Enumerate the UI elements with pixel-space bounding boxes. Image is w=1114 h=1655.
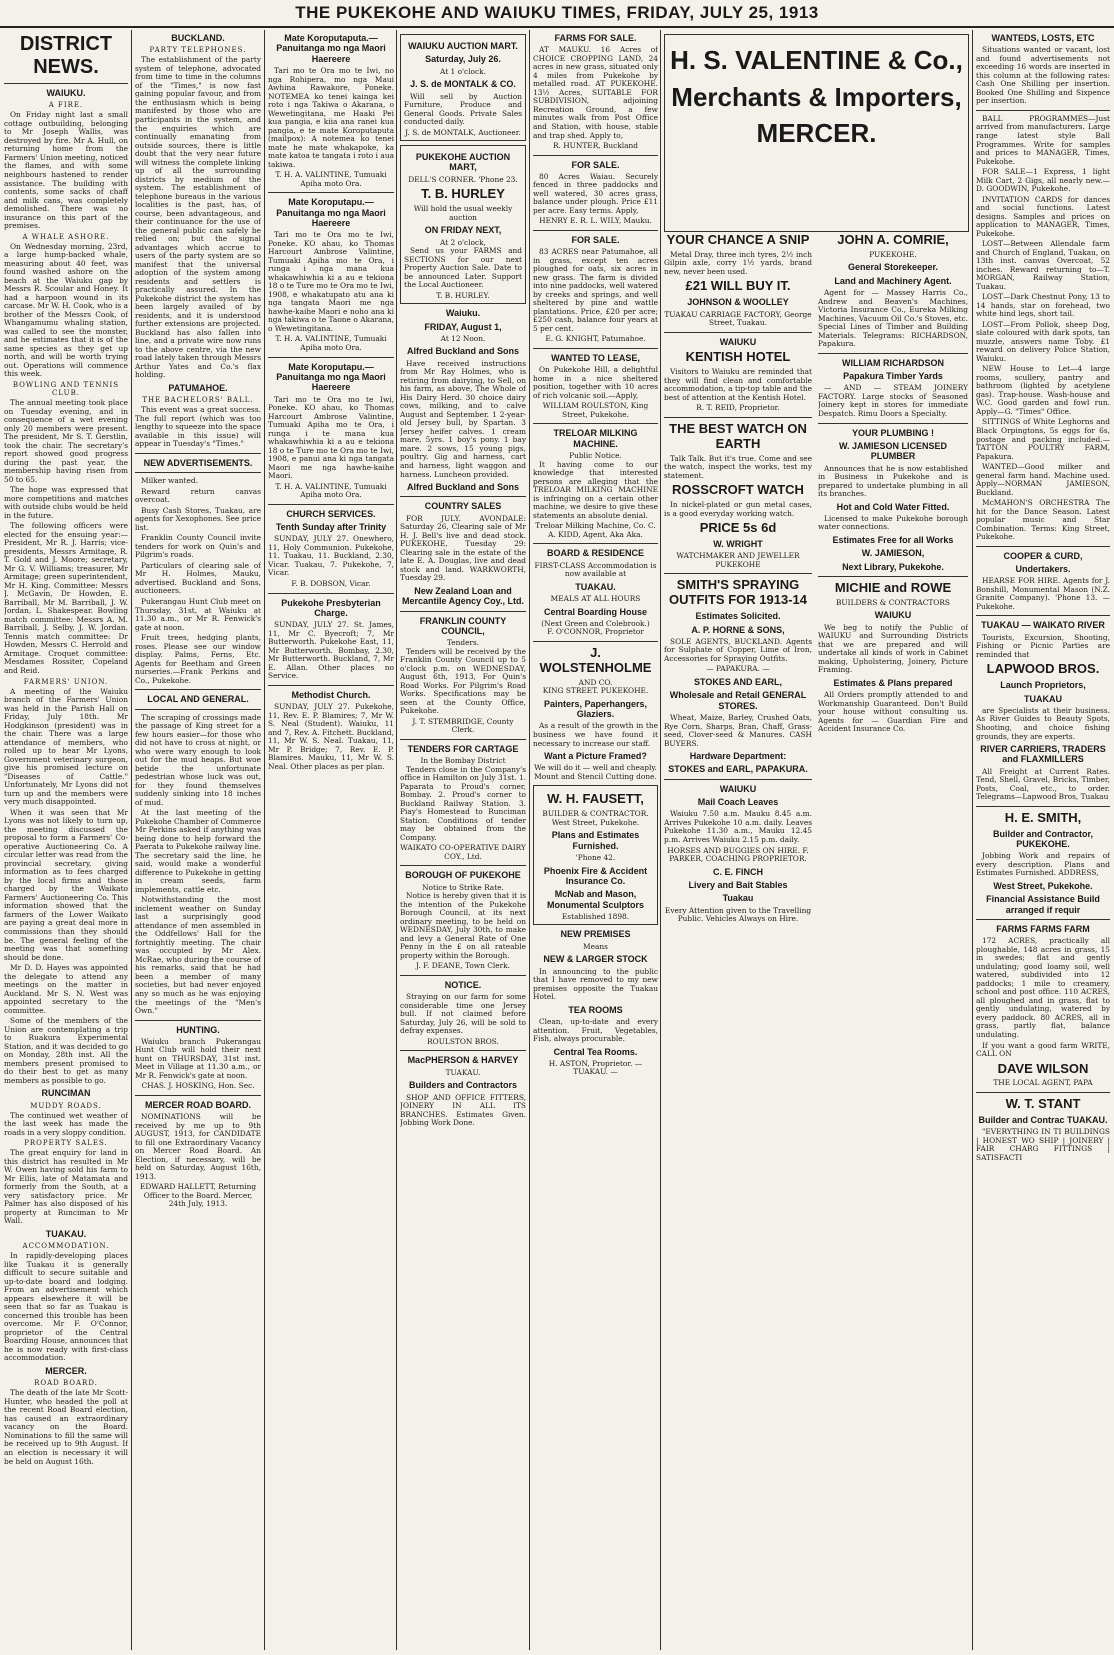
column-district-news <box>4 30 128 1650</box>
paragraph: Metal Dray, three inch tyres, 2½ inch Gilpin axle, corry 1½ yards, brand new, never been used. <box>664 249 812 276</box>
paragraph: 172 ACRES, practically all ploughable, 148 acres in grass, 15 in swedes; flat and gently undulating; good loamy soil, well watered, subdivided into 12 paddocks; 1 mile to creamery, school and post office. 110 ACRES, all ploughed and in grass, flat to gently undulating, watered by every paddock. 80 ACRES, all in grass, partly flat, balance undulating. <box>976 936 1110 1039</box>
signature: HORSES AND BUGGIES ON HIRE. F. PARKER, COACHING PROPRIETOR. <box>667 845 809 864</box>
subheading: HUNTING. <box>176 1024 220 1035</box>
paragraph: Waiuku branch Pukerangau Hunt Club will hold their next hunt on THURSDAY, 31st inst. Meet in Village at 11.30 a.m., or Mr R. Fenwick's gate at noon. <box>135 1036 261 1080</box>
ad-title: H. E. SMITH, <box>1004 809 1082 825</box>
ad-title: WILLIAM RICHARDSON <box>842 357 944 368</box>
masthead <box>0 0 1114 28</box>
ad-title: NEW & LARGER STOCK <box>543 954 648 965</box>
paragraph: Waiuku 7.50 a.m. Mauku 8.45 a.m. Arrives Pukekohe 10 a.m. daily. Leaves Pukekohe 11.30 a.m., Mauku 12.45 p.m. Arrives Waiuku 2.15 p.m. daily. <box>664 809 812 844</box>
ad-title: DAVE WILSON <box>997 1060 1089 1076</box>
ad-pukekohe-auction <box>400 145 526 304</box>
classified-ad: LOST—Dark Chestnut Pony, 13 to 14 hands, star on forehead, two white hind legs, short tail. <box>976 292 1110 319</box>
ad-time: At 12 Noon. <box>440 333 486 343</box>
paragraph: AT MAUKU. 16 Acres of CHOICE CROPPING LAND, 24 acres in new grass, situated only 4 miles from Pukekohe by metalled road. AT PUKEKOHE. 13½ Acres, SUITABLE FOR SUBDIVISION, adjoining Recreation Ground, a few minutes walk from Post Office and Station, with house, stable and trap shed. Apply to, <box>533 45 658 140</box>
ad-subtitle: RIVER CARRIERS, TRADERS and FLAXMILLERS <box>980 744 1106 765</box>
subheading: LOCAL AND GENERAL. <box>147 694 249 705</box>
notice-title: Mate Koroputaputa.—Panuitanga mo nga Maori Haereere <box>276 33 386 64</box>
ad-subtitle: AND CO. <box>578 677 613 687</box>
ad-subtitle: JOHNSON & WOOLLEY <box>687 297 789 308</box>
paragraph: The hope was expressed that more competitions and matches with outside clubs would be held in the future. <box>4 485 128 520</box>
ad-date: Saturday, July 26. <box>425 54 501 65</box>
ad-line: Particulars of clearing sale of Mr H. Holmes, Mauku, advertised. Buckland and Sons, auctioneers. <box>135 560 261 596</box>
column-rule <box>396 30 397 1650</box>
subheading: Methodist Church. <box>291 689 371 700</box>
column-auctions <box>400 30 526 1650</box>
notice-title: Mate Koroputapu.—Panuitanga mo nga Maori Haereere <box>276 361 386 393</box>
ad-subtitle: Estimates Solicited. <box>695 611 781 622</box>
ad-title: FOR SALE. <box>571 234 620 245</box>
paragraph: are Specialists at their business. As River Guides to Beauty Spots, Shooting, and choice fishing grounds, they are experts. <box>976 705 1110 741</box>
signature: E. G. KNIGHT, Patumahoe. <box>545 334 646 344</box>
paragraph: The following officers were elected for the ensuing year:—President, Mr R. J. Harris; vice-presidents, Messrs Armitage, R. T. Gold and J. Moore; secretary, Mr G. V. Williams; treasurer, Mr Armitage; green superintendent, Mr H. King. Committee: Messrs J. McGavin, Dr Howden, E. Barriball, Mr M. Barriball, J. W. Jordan, L. Shakespear. Bowling match committee: Messrs A. M. Barriball, J. Selby, J. W. Jordan. Tennis match committee: Dr Howden, Messrs C. Herrold and Armitage. Croquet committee: Mesdames Rossiter, Copeland and Reid. <box>4 521 128 675</box>
subheading: RUNCIMAN <box>41 1088 91 1099</box>
paragraph: On Wednesday morning, 23rd, a large hump-backed whale, measuring about 40 feet, was found washed ashore on the beach at the Waiuku gap by Messrs R. Scoular and Honey. It had a harpoon wound in its carcase. Mr W. H. Cook, who is a brother of the Messrs Cook, of Whangamumu whaling station, was called to see the monster, and he estimates that it is of the same species as they get up north, and will be worth trying out. Operations will commence this week. <box>4 241 128 379</box>
ad-title: FRANKLIN COUNTY COUNCIL, <box>419 615 507 636</box>
ad-text: WATCHMAKER AND JEWELLER PUKEKOHE <box>676 551 800 569</box>
paragraph: 83 ACRES near Patumahoe, all in grass, except ten acres ploughed for oats, six acres in new grass. The farm is divided into nine paddocks, well watered by creeks and springs, and well sheltered by pine and wattle plantations. Price, £20 per acre; £250 cash, balance four years at 5 per cent. <box>533 247 658 333</box>
ad-title: YOUR PLUMBING ! <box>852 427 934 438</box>
paragraph: Tenders will be received by the Franklin County Council up to 5 o'clock p.m. on WEDNESDAY, August 6th, 1913, For Quin's Road Works. For Pilgrim's Road Works. Specifications may be seen at the County Office, Pukekohe. <box>400 646 526 716</box>
ad-subtitle: Financial Assistance Build arranged if requir <box>986 894 1100 915</box>
caption: MUDDY ROADS. <box>30 1101 102 1110</box>
ad-title: LAPWOOD BROS. <box>986 661 1100 677</box>
ad-title: W. T. STANT <box>1005 1096 1081 1111</box>
column-rule <box>972 30 973 1650</box>
ad-subtitle: TUAKAU <box>1024 693 1062 704</box>
ad-subtitle: Hardware Department: <box>689 751 787 762</box>
paragraph: — AND — STEAM JOINERY FACTORY. Large stocks of Seasoned Joinery kept in stores for immediate Despatch. Rimu Doors a Specialty. <box>818 383 968 418</box>
signature: Treloar Milking Machine, Co. C. A. KIDD, Agent, Aka Aka. <box>535 521 656 539</box>
section-heading: WANTEDS, LOSTS, ETC <box>991 33 1095 43</box>
ad-subtitle: Central Boarding House <box>543 606 647 617</box>
ad-title: WAIUKU AUCTION MART. <box>408 41 518 51</box>
ad-subtitle: Mail Coach Leaves <box>697 797 779 808</box>
caption: ACCOMMODATION. <box>22 1242 110 1251</box>
paragraph: Have received instructions from Mr Ray Holmes, who is retiring from dairying, to Sell, on his farm, as above, The Whole of His Dairy Herd. 30 choice dairy cows, milking, and to calve August and September. 1 2-year-old Jersey bull, by Spartan. 3 Jersey heifer calves. 1 cream mare, 5yrs. 1 boy's pony. 1 bay mare. 2 sows, 15 young pigs, poultry. Gig and harness, cart and harness, light waggon and harness. Luncheon provided. <box>400 358 526 479</box>
ad-subtitle: Builder and Contrac TUAKAU. <box>978 1114 1108 1125</box>
ad-title: NOTICE. <box>444 979 482 990</box>
ad-title: SMITH'S SPRAYING OUTFITS FOR 1913-14 <box>669 577 807 608</box>
ad-text: BUILDER & CONTRACTOR. West Street, Pukekohe. <box>542 809 649 827</box>
classified-ad: SITTINGS of White Leghorns and Black Orpingtons, 5s eggs for 6s, postage and packing included.—TATTON POULTRY FARM, Papakura. <box>976 417 1110 461</box>
signature: F. B. DOBSON, Vicar. <box>291 578 371 588</box>
subheading: TUAKAU. <box>45 1228 87 1239</box>
ad-address: DELL'S CORNER. 'Phone 23. <box>408 174 518 184</box>
paragraph: The continued wet weather of the last week has made the roads in a very sloppy condition. <box>4 1110 128 1137</box>
paragraph: As a result of the growth in the business we have found it necessary to increase our staff. <box>533 721 658 748</box>
ad-title: TUAKAU — WAIKATO RIVER <box>981 620 1105 631</box>
ad-title: PUKEKOHE AUCTION MART, <box>415 152 511 173</box>
ad-line: Milker wanted. <box>141 476 198 486</box>
ad-text: PUKEKOHE. <box>869 249 917 259</box>
ad-name: Alfred Buckland and Sons <box>406 346 520 357</box>
ad-title: J. WOLSTENHOLME <box>539 644 652 675</box>
ad-subtitle: Undertakers. <box>1015 564 1071 575</box>
ad-subtitle: Tuakau <box>722 893 754 904</box>
paragraph: Agent for — Massey Harris Co., Andrew and Beaven's Machines, Victoria Insurance Co., Eureka Milking Machines, Vacuum Oil Co.'s Stoves, etc. Special Lines of Timber and Building Materials. Telegrams: RICHARDSON, Papakura. <box>818 288 968 349</box>
ad-title: W. JAMIESON, <box>861 548 925 559</box>
paragraph: The death of the late Mr Scott-Hunter, who headed the poll at the recent Road Board election, has caused an extraordinary vacancy on the Board. Nominations to fill the same will be received up to 9th August. If an election is necessary it will be held on August 16th. <box>4 1388 128 1466</box>
ad-subtitle: Papakura Timber Yards <box>843 371 943 382</box>
caption: ROAD BOARD. <box>34 1379 98 1388</box>
paragraph: When it was seen that Mr Lyons was not likely to turn up, the meeting discussed the proposal to form a Farmers' Co-operative Auctioneering Co. A circular letter was read from the provincial secretary, giving information as to fees charged by the local firms and those charged by the Waikato Farmers' Auctioneering Co. This information showed that the farmers of the Lower Waikato are paying a great deal more in commissions than they should be. The general feeling of the meeting was that something should be done. <box>4 807 128 962</box>
ad-subtitle: Estimates Free for all Works <box>832 534 954 545</box>
ad-subtitle: TEA ROOMS <box>568 1004 623 1015</box>
ad-valentine <box>664 34 969 232</box>
ad-subtitle: STOKES and EARL, PAPAKURA. <box>668 764 808 775</box>
ad-subtitle: Phoenix Fire & Accident Insurance Co. <box>543 865 648 886</box>
paragraph: SHOP AND OFFICE FITTERS, JOINERY IN ALL ITS BRANCHES. Estimates Given. Jobbing Work Done. <box>400 1092 526 1128</box>
ad-line: Busy Cash Stores, Tuakau, are agents for Xexophones. See price list. <box>135 505 261 532</box>
ad-title: COOPER & CURD, <box>1003 550 1083 561</box>
signature: T. H. A. VALINTINE, Tumuaki Apiha moto Ora. <box>275 334 387 352</box>
paragraph: "EVERYTHING IN TI BUILDINGS | HONEST WO SHIP | JOINERY | FAIR CHARG FITTINGS | SATISFACTI <box>976 1127 1110 1162</box>
caption: A WHALE ASHORE. <box>22 232 110 241</box>
ad-text: (Next Green and Colebrook.) <box>541 618 650 628</box>
subheading: MERCER. <box>45 1365 87 1376</box>
ad-subtitle: Plans and Estimates Furnished. <box>551 830 640 851</box>
signature: J. T. STEMBRIDGE, County Clerk. <box>412 716 514 735</box>
paragraph: Notwithstanding the most inclement weather on Sunday last a surprisingly good attendance of men assembled in the Oddfellows' Hall for the fortnightly meeting. The chair was occupied by Mr Alex. McRae, who during the course of his remarks, said that he had been a member of many societies, but had never enjoyed any so much as he was enjoying the meetings of the "Men's Own." <box>135 895 261 1016</box>
signature: T. B. HURLEY. <box>436 290 490 300</box>
paragraph: 80 Acres Waiau. Securely fenced in three paddocks and well watered, 30 acres grass, balance under plough. Price £11 per acre. Easy terms. Apply, <box>533 171 658 215</box>
ad-subtitle: McNab and Mason, Monumental Sculptors <box>546 889 644 910</box>
ad-title: FARMS FARMS FARM <box>996 923 1090 934</box>
ad-subtitle: TUAKAU. <box>445 1067 481 1077</box>
paragraph: In rapidly-developing places like Tuakau it is generally difficult to secure suitable and up-to-date board and lodging. From an advertisement which appears elsewhere it will be seen that so far as Tuakau is concerned this trouble has been overcome. Mr F. O'Connor, proprietor of the Central Boarding House, announces that he is now ready with first-class accommodation. <box>4 1251 128 1363</box>
ad-title: Merchants & Importers, <box>671 81 962 112</box>
caption: PARTY TELEPHONES. <box>149 46 247 55</box>
newspaper-title: THE PUKEKOHE AND WAIUKU TIMES, FRIDAY, JULY 25, 1913 <box>295 3 819 22</box>
paragraph: Situations wanted or vacant, lost and found advertisements not exceeding 16 words are inserted in this column at the following rates: Cash One Shilling per insertion. Booked One Shilling and Sixpence per insertion. <box>976 45 1110 106</box>
ad-name: T. B. HURLEY <box>421 186 505 202</box>
ad-subtitle: Notice to Strike Rate. <box>422 882 504 892</box>
column-wanteds <box>976 30 1110 1650</box>
ad-line: Franklin County Council invite tenders for work on Quin's and Pilgrim's roads. <box>135 533 261 560</box>
signature: F. O'CONNOR, Proprietor <box>547 627 644 637</box>
ad-subtitle: Wholesale and Retail GENERAL STORES. <box>669 690 807 711</box>
paragraph: Tari mo te Ora mo te Iwi, no nga Rohipera, mo nga Maui Awhina Rawakore, Poneke. NOTEMEA ko tenei kainga kei roto i nga Takiwa o Akarana, o Wewetingitana, me Haaki Pei kua pangia, e kiia ana ranei kua pangia, e te mate Koroputaputa (mailpox): A notemea ko tenei mate he mate whakapoke, ka mate katoa te tangata i roto i aua takiwa. <box>268 66 394 169</box>
ad-title: W. H. FAUSETT, <box>547 791 644 807</box>
ad-title: MICHIE and ROWE <box>834 580 952 595</box>
ad-line: Pukerangau Hunt Club meet on Thursday, 31st, at Waiuku at 11.30 a.m., or Mr R. Fenwick's gate at noon. <box>135 597 261 632</box>
ad-title: C. E. FINCH <box>712 866 763 877</box>
ad-title: TENDERS FOR CARTAGE <box>407 743 519 754</box>
ad-subtitle: Hot and Cold Water Fitted. <box>836 501 950 512</box>
ad-subtitle: Builder and Contractor, PUKEKOHE. <box>992 828 1093 850</box>
ad-time: At 1 o'clock. <box>440 66 486 76</box>
paragraph: On Pukekohe Hill, a delightful home in a nice sheltered position, together with 10 acres of rich volcanic soil.—Apply, <box>533 365 658 400</box>
ad-subtitle: W. WRIGHT <box>713 538 763 549</box>
paragraph: Will sell by Auction Furniture, Produce and General Goods. Private Sales conducted daily. <box>404 91 522 127</box>
ad-text: We will do it — well and cheaply. Mount and Stencil Cutting done. <box>534 763 657 781</box>
column-maori-notices <box>268 30 394 1650</box>
ad-subtitle: A. P. HORNE & SONS, <box>691 624 785 635</box>
signature: HENRY E. R. L. WILY, Mauku. <box>539 216 652 226</box>
paragraph: Announces that he is now established in Business in Pukekohe and is prepared to undertake plumbing in all its branches. <box>818 463 968 499</box>
paragraph: Tari mo te Ora mo te Iwi, Poneke. KO ahau, ko Thomas Harcourt Ambrose Valintine, Tumuaki Apiha mo te Ora, i runga i te mana kua whakawhiwhia ki a au e tekiona 18 o te Ture mo te Ora mo te Iwi, 1908, e panui ana ki nga tangata Maori me nga hawhe-kaihe Maori. <box>268 394 394 481</box>
caption: PROPERTY SALES. <box>24 1139 108 1148</box>
ad-date: FRIDAY, August 1, <box>424 321 502 332</box>
ad-subtitle: Next Library, Pukekohe. <box>842 561 944 572</box>
column-rule <box>660 30 661 1650</box>
caption: BOWLING AND TENNIS CLUB. <box>12 380 120 397</box>
merchants-subcolumn-right <box>818 230 968 1650</box>
ad-subtitle: Land and Machinery Agent. <box>834 275 952 286</box>
paragraph: This event was a great success. The full report (which was too lengthy to squeeze into the space available in this issue) will appear in Tuesday's "Times." <box>135 405 261 449</box>
paragraph: All Orders promptly attended to and Workmanship Guaranteed. Don't Build your house without consulting us. Agents for — Guardian Fire and Accident Insurance Co. <box>818 690 968 734</box>
notice-title: Mate Koroputapu.—Panuitanga mo nga Maori Haereere <box>276 197 386 228</box>
paragraph: SOLE AGENTS, BUCKLAND. Agents for Sulphate of Copper, Lime of Iron, Accessories for Spraying Outfits. <box>664 636 812 663</box>
column-buckland <box>135 30 261 1650</box>
ad-title: COUNTRY SALES <box>424 501 502 512</box>
subheading: Tenth Sunday after Trinity <box>275 522 387 533</box>
column-rule <box>529 30 530 1650</box>
signature: J. S. de MONTALK, Auctioneer. <box>405 127 521 137</box>
ad-subtitle: Launch Proprietors, <box>1000 680 1086 691</box>
caption: THE BACHELORS' BALL. <box>142 396 254 405</box>
ad-title: NEW PREMISES <box>560 929 631 940</box>
signature: J. F. DEANE, Town Clerk. <box>416 961 510 971</box>
ad-subtitle: Livery and Bait Stables <box>688 879 788 890</box>
caption: FARMERS' UNION. <box>23 677 109 686</box>
ad-subtitle: WAIUKU <box>719 336 757 347</box>
ad-title: MacPHERSON & HARVEY <box>407 1055 519 1066</box>
classified-ad: FOR SALE—1 Express, 1 light Milk Cart, 2 Gigs, all nearly new.—D. GOODWIN, Pukekohe. <box>976 167 1110 194</box>
ad-title: WANTED TO LEASE, <box>551 352 640 363</box>
ad-text: — PAPAKURA. — <box>706 664 770 674</box>
ad-subtitle: Central Tea Rooms. <box>553 1046 638 1057</box>
caption: A FIRE. <box>48 101 84 110</box>
ad-title: BOROUGH OF PUKEKOHE <box>405 870 521 881</box>
signature: EDWARD HALLETT, Returning Officer to the Board. Mercer, 24th July, 1913. <box>139 1182 257 1209</box>
paragraph: The great enquiry for land in this district has resulted in Mr W. Owen having sold his farm to Mr Ellis, late of Matamata and formerly from the South, at a very satisfactory price. Mr Palmer has also disposed of his property at Runciman to Mr Wall. <box>4 1148 128 1226</box>
ad-date: ON FRIDAY NEXT, <box>424 225 502 236</box>
column-farms <box>533 30 658 1650</box>
paragraph: The annual meeting took place on Tuesday evening, and in consequence of a wet evening only 20 members were present. The president, Mr S. T. Gerstlin, took the chair. The secretary's report showed good progress during the past year, the membership having risen from 50 to 65. <box>4 398 128 484</box>
paragraph: Mr D. D. Hayes was appointed the delegate to attend any meetings on the matter in Auckland. Mr S. N. West was appointed secretary to the committee. <box>4 963 128 1015</box>
paragraph: It having come to our knowledge that interested persons are alleging that the TRELOAR MILKING MACHINE is infringing on a certain other machine, we desire to give these statements an absolute denial. <box>533 459 658 520</box>
ad-subtitle: TUAKAU. <box>575 581 616 592</box>
signature: CHAS. J. HOSKING, Hon. Sec. <box>141 1081 255 1091</box>
paragraph: The scraping of crossings made the passage of King street for a few hours easier—for those who did not have to cross at night, or who were wary enough to look out for the mud heaps. But woe betide the unfortunate pedestrian whose luck was out, for they found themselves suddenly sinking into 18 inches of mud. <box>135 712 261 807</box>
ad-title: ROSSCROFT WATCH <box>672 482 804 498</box>
ad-text: MEALS AT ALL HOURS <box>550 593 641 603</box>
subheading: MERCER ROAD BOARD. <box>144 1099 251 1110</box>
ad-name: New Zealand Loan and Mercantile Agency Coy., Ltd. <box>401 585 525 607</box>
paragraph: Some of the members of the Union are contemplating a trip to Ruakura Experimental Station, and it was decided to go on Monday, 28th inst. All the members present promised to do their best to get as many members as possible to go. <box>4 1016 128 1085</box>
signature: R. T. REID, Proprietor. <box>696 403 780 413</box>
ad-title: Waiuku. <box>445 308 481 319</box>
classified-ad: McMAHON'S ORCHESTRA The hit for the Dance Season. Latest popular music and Star Combination. Terms: King Street, Pukekohe. <box>976 498 1110 542</box>
merchants-subcolumn-left <box>664 230 812 1650</box>
ad-text: BUILDERS & CONTRACTORS <box>836 597 950 607</box>
paragraph: Notice is hereby given that it is the intention of the Pukekohe Borough Council, at its next ordinary meeting, to be held on WEDNESDAY, July 30th, to make and levy a General Rate of One Penny in the £ on all rateable property within the Borough. <box>400 891 526 960</box>
paragraph: On Friday night last a small cottage outbuilding, belonging to Mr Joseph Wallis, was destroyed by fire. Mr A. Hull, on returning home from the Farmers' Union meeting, noticed the flames, and with some neighbours hastened to render assistance. The building with contents, some sacks of chaff and milk cans, was completely demolished. There was no insurance on this part of the premises. <box>4 110 128 231</box>
signature: WAIKATO CO-OPERATIVE DAIRY COY., Ltd. <box>400 843 526 861</box>
ad-text: Every Attention given to the Travelling Public. Vehicles Always on Hire. <box>664 905 812 924</box>
subheading: PATUMAHOE. <box>168 382 228 393</box>
ad-title: FARMS FOR SALE. <box>554 33 637 43</box>
ad-subtitle: In the Bombay District <box>420 756 506 766</box>
signature: R. HUNTER, Buckland <box>552 141 639 151</box>
ad-text: TUAKAU CARRIAGE FACTORY, George Street, Tuakau. <box>664 309 812 328</box>
ad-subtitle: Means <box>583 941 608 951</box>
classified-ad: LOST—From Pollok, sheep Dog, slate coloured with dark spots, tan muzzle, answers name Toby. £1 reward on delivery Police Station, Waiuku. <box>976 319 1110 363</box>
paragraph: Licensed to make Pukekohe borough water connections. <box>818 513 968 532</box>
ad-title: W. JAMIESON LICENSED PLUMBER <box>838 440 947 462</box>
section-heading: DISTRICT NEWS. <box>19 33 113 78</box>
ad-text: FIRST-CLASS Accommodation is now available at <box>534 560 657 579</box>
ad-subtitle: Public Notice. <box>569 451 622 461</box>
paragraph: SUNDAY, JULY 27. Onewhero, 11, Holy Communion. Pukekohe, 11. Tuakau, 11. Buckland, 2.30, Vicar. Tuakau, 7. Pukekohe, 7, Vicar. <box>268 534 394 578</box>
paragraph: SUNDAY, JULY 27. Pukekohe, 11, Rev. E. P. Blamires; 7, Mr W. S. Neal (Student). Waiuku, 11 and 7, Rev. A. Fitchett. Buckland, 11, Mr W. S. Neal. Tuakau, 11, Mr P. Bridge; 7, Rev. E. P. Blamires. Mauku, 11, Mr W. S. Neal. Other places as per plan. <box>268 702 394 771</box>
ad-subtitle: Painters, Paperhangers, Glaziers. <box>543 698 648 720</box>
paragraph: Send us your FARMS and SECTIONS for our next Property Auction Sale. Date to be announced Later. Support the Local Auctioneer. <box>404 246 522 290</box>
ad-title: £21 WILL BUY IT. <box>685 278 791 294</box>
ad-line: Fruit trees, hedging plants, roses. Please see our window display. Palms, Ferns, Etc. Agents for Beetham and Green nurseries.—Frank Perkins and Co., Pukekohe. <box>135 633 261 685</box>
paragraph: HEARSE FOR HIRE. Agents for J. Bonshill, Monumental Mason (N.Z. Granite Company). 'Phone 13. — Pukekohe. <box>976 576 1110 611</box>
paragraph: Clean, up-to-date and every attention. Fruit, Vegetables, Fish, always procurable. <box>533 1017 658 1044</box>
ad-text: THE LOCAL AGENT, PAPA <box>993 1078 1093 1088</box>
paragraph: At the last meeting of the Pukekohe Chamber of Commerce Mr Perkins asked if anything was being done to help forward the Paerata to Pukekohe railway line. The secretary said the line, he said, would make a wonderful difference to Pukekohe in getting in cream seeds, farm implements, cattle etc. <box>135 808 261 894</box>
signature: T. H. A. VALINTINE, Tumuaki Apiha moto Ora. <box>275 170 387 188</box>
ad-fausett <box>533 785 658 925</box>
ad-title: JOHN A. COMRIE, <box>837 232 949 247</box>
ad-title: FOR SALE. <box>571 159 620 170</box>
paragraph: Wheat, Maize, Barley, Crushed Oats, Rye Corn, Sharps, Bran, Chaff, Grass-seed, Clover-seed & Manures. CASH BUYERS. <box>664 713 812 748</box>
ad-time: At 2 o'clock, <box>440 237 486 247</box>
paragraph: FOR JULY. AVONDALE: Saturday 26, Clearing sale of Mr H. J. Bell's live and dead stock. PUKEKOHE, Tuesday 29: Clearing sale in the estate of the late E. A. Douglas, live and dead stock and land. WARKWORTH, Tuesday 29. <box>400 513 526 583</box>
paragraph: If you want a good farm WRITE, CALL ON <box>976 1040 1110 1059</box>
signature: ROULSTON BROS. <box>427 1036 499 1046</box>
ad-name: J. S. de MONTALK & CO. <box>410 79 516 90</box>
ad-address: KING STREET. PUKEKOHE. <box>542 686 649 696</box>
paragraph: SUNDAY, JULY 27. St. James, 11, Mr C. Byecroft; 7, Mr Butterworth. Pukekohe East, 11, Mr Butterworth. Bombay, 2.30, Mr Butterworth. Buckland, 7, Mr E. Allan. Other places no Service. <box>268 620 394 681</box>
classified-ad: INVITATION CARDS for dances and social functions. Latest designs. Samples and prices on application to MANAGER, Times, Pukekohe. <box>976 194 1110 238</box>
classified-ad: LOST—Between Allendale farm and Church of England, Tuakau, on 13th inst. canvas Overcoat, 52 inches. Reward returning to—T. MORGAN, Railway Station, Tuakau. <box>976 239 1110 291</box>
classified-ad: BALL PROGRAMMES—Just arrived from manufacturers. Large range latest style Ball Programmes. Write for samples and prices to MANAGER, Times, Pukekohe. <box>976 113 1110 166</box>
paragraph: In nickel-plated or gun metal cases, is a good everyday working watch. <box>664 500 812 518</box>
ad-title: H. S. VALENTINE & Co., <box>670 45 963 75</box>
signature: H. ASTON, Proprietor. — TUAKAU. — <box>548 1058 643 1077</box>
ad-waiuku-auction <box>400 34 526 141</box>
column-rule <box>264 30 265 1650</box>
ad-title: WAIUKU <box>719 783 757 794</box>
subheading: BUCKLAND. <box>171 33 225 43</box>
paragraph: In announcing to the public that I have removed to my new premises opposite the Tuakau Hotel. <box>533 966 658 1002</box>
ad-subtitle: West Street, Pukekohe. <box>993 880 1093 891</box>
paragraph: Tenders close in the Company's office in Hamilton on July 31st. 1. Paparata to Proud's corner, Bombay. 2. Proud's corner to Buckland Railway Station. 3. Piay's Homestead to Runciman Station. Conditions of tender may be obtained from the Company. <box>400 764 526 842</box>
ad-title: STOKES AND EARL, <box>693 676 782 687</box>
subheading: NEW ADVERTISEMENTS. <box>143 457 253 468</box>
signature: T. H. A. VALINTINE, Tumuaki Apiha moto Ora. <box>275 481 387 500</box>
subheading: WAIUKU. <box>46 88 86 98</box>
page-body <box>4 30 1110 1650</box>
signature: WILLIAM ROULSTON, King Street, Pukekohe. <box>542 401 649 419</box>
classified-ad: NEW House to Let—4 large rooms, scullery, pantry and bathroom (lighted by acetylene gas). Trap-house. Wash-house and W.C. Good garden and fowl run. Apply—G. "Times" Office. <box>976 364 1110 416</box>
paragraph: A meeting of the Waiuku branch of the Farmers' Union was held in the Parish Hall on Friday, July 18th. Mr Hodgkinson (president) was in the chair. There was a large attendance of members, who rolled up to hear Mr Lyons, Government veterinary surgeon, give his promised lecture on "Diseases of Cattle." Unfortunately, Mr Lyons did not turn up and the members were very much disappointed. <box>4 686 128 807</box>
ad-subtitle: Tenders. <box>446 638 480 648</box>
paragraph: Tari mo te Ora mo te Iwi, Poneke. KO ahau, ko Thomas Harcourt Ambrose Valintine, Tumuaki Apiha mo te Ora, i runga i nga mana kua whakawhiwhia ki a au e tekiona 18 o te Ture mo te Ora mo te Iwi, 1908, e whakatupato atu ana ki nga tangata Maori me nga hawhe-kaihe Maori e noho ana ki nga takiwa o te Taone o Akarana, o Wewetingitana. <box>268 230 394 333</box>
paragraph: Jobbing Work and repairs of every description. Plans and Estimates Furnished. ADDRESS, <box>976 851 1110 878</box>
paragraph: We beg to notify the Public of WAIUKU and Surrounding Districts that we are prepared and will undertake all kinds of work in Cabinet making, Upholstering, Joinery, Picture Framing. <box>818 622 968 675</box>
ad-subtitle: Estimates & Plans prepared <box>833 677 953 688</box>
ad-text: 'Phone 42. <box>575 853 616 863</box>
ad-title: MERCER. <box>756 118 877 149</box>
subheading: Pukekohe Presbyterian Charge. <box>281 597 381 618</box>
ad-title: PRICE 5s 6d <box>699 520 777 536</box>
ad-text: Will hold the usual weekly auction <box>413 204 513 222</box>
classified-ad: WANTED—Good milker and general farm hand. Machine used. Apply—NORMAN JAMIESON, Buckland. <box>976 462 1110 497</box>
column-rule <box>131 30 132 1650</box>
paragraph: NOMINATIONS will be received by me up to 9th AUGUST, 1913, for CANDIDATE to fill one Extraordinary Vacancy on Mercer Road Board. An Election, if necessary, will be held on Saturday, August 16th, 1913. <box>135 1112 261 1181</box>
subheading: CHURCH SERVICES. <box>286 508 376 519</box>
ad-subtitle: WAIUKU <box>874 610 912 621</box>
paragraph: The establishment of the party system of telephone, advocated from time to time in the columns of the "Times," is now fast gaining popular favour, and from the enthusiasm which is being manifested by those who are participants in the system, and the enquiries which are continually emanating from outside sources, there is little doubt that the very near future will witness the complete linking up of all the surrounding districts by medium of the system. The establishment of telephone bureaus in the various localities is the past, has, of course, been advantageous, and their continuance for the use of the general public can safely be relied on; but the signal advantages which accrue to users of the party system are so manifest that the universal adoption of the system among residents and settlers is practically assured. In the Pukekohe district the system has been largely availed of by residents, and it is understood further extensions are projected. Buckland has also fallen into line, and a private wire now runs to the above centre, via the new road lately taken through Messrs Arthur Yates and Co.'s flax holding. <box>135 55 261 380</box>
paragraph: Straying on our farm for some considerable time one Jersey bull. If not claimed before Saturday, July 26, will be sold to defray expenses. <box>400 992 526 1036</box>
paragraph: Talk Talk. But it's true. Come and see the watch, inspect the works, test my statement. <box>664 453 812 480</box>
ad-title: YOUR CHANCE A SNIP <box>666 232 810 247</box>
ad-title: BOARD & RESIDENCE <box>546 548 644 559</box>
ad-subtitle: Builders and Contractors <box>408 1080 518 1091</box>
ad-text: Established 1898. <box>561 911 630 921</box>
ad-title: KENTISH HOTEL <box>685 349 791 365</box>
ad-name: Alfred Buckland and Sons <box>406 482 520 493</box>
ad-title: THE BEST WATCH ON EARTH <box>669 420 807 451</box>
ad-subtitle: Want a Picture Framed? <box>544 751 647 762</box>
column-merchants <box>664 30 969 1650</box>
ad-title: TRELOAR MILKING MACHINE. <box>553 428 638 449</box>
paragraph: Visitors to Waiuku are reminded that they will find clean and comfortable accommodation, a tip-top table and the best of attention at the Kentish Hotel. <box>664 367 812 402</box>
ad-subtitle: General Storekeeper. <box>847 262 939 273</box>
paragraph: All Freight at Current Rates. Tend, Shell, Gravel, Bricks, Timber, Posts, Coal, etc., to order. Telegrams—Lapwood Bros, Tuakau <box>976 766 1110 802</box>
paragraph: Tourists, Excursion, Shooting, Fishing or Picnic Parties are reminded that <box>976 632 1110 659</box>
ad-line: Reward return canvas overcoat. <box>135 486 261 505</box>
